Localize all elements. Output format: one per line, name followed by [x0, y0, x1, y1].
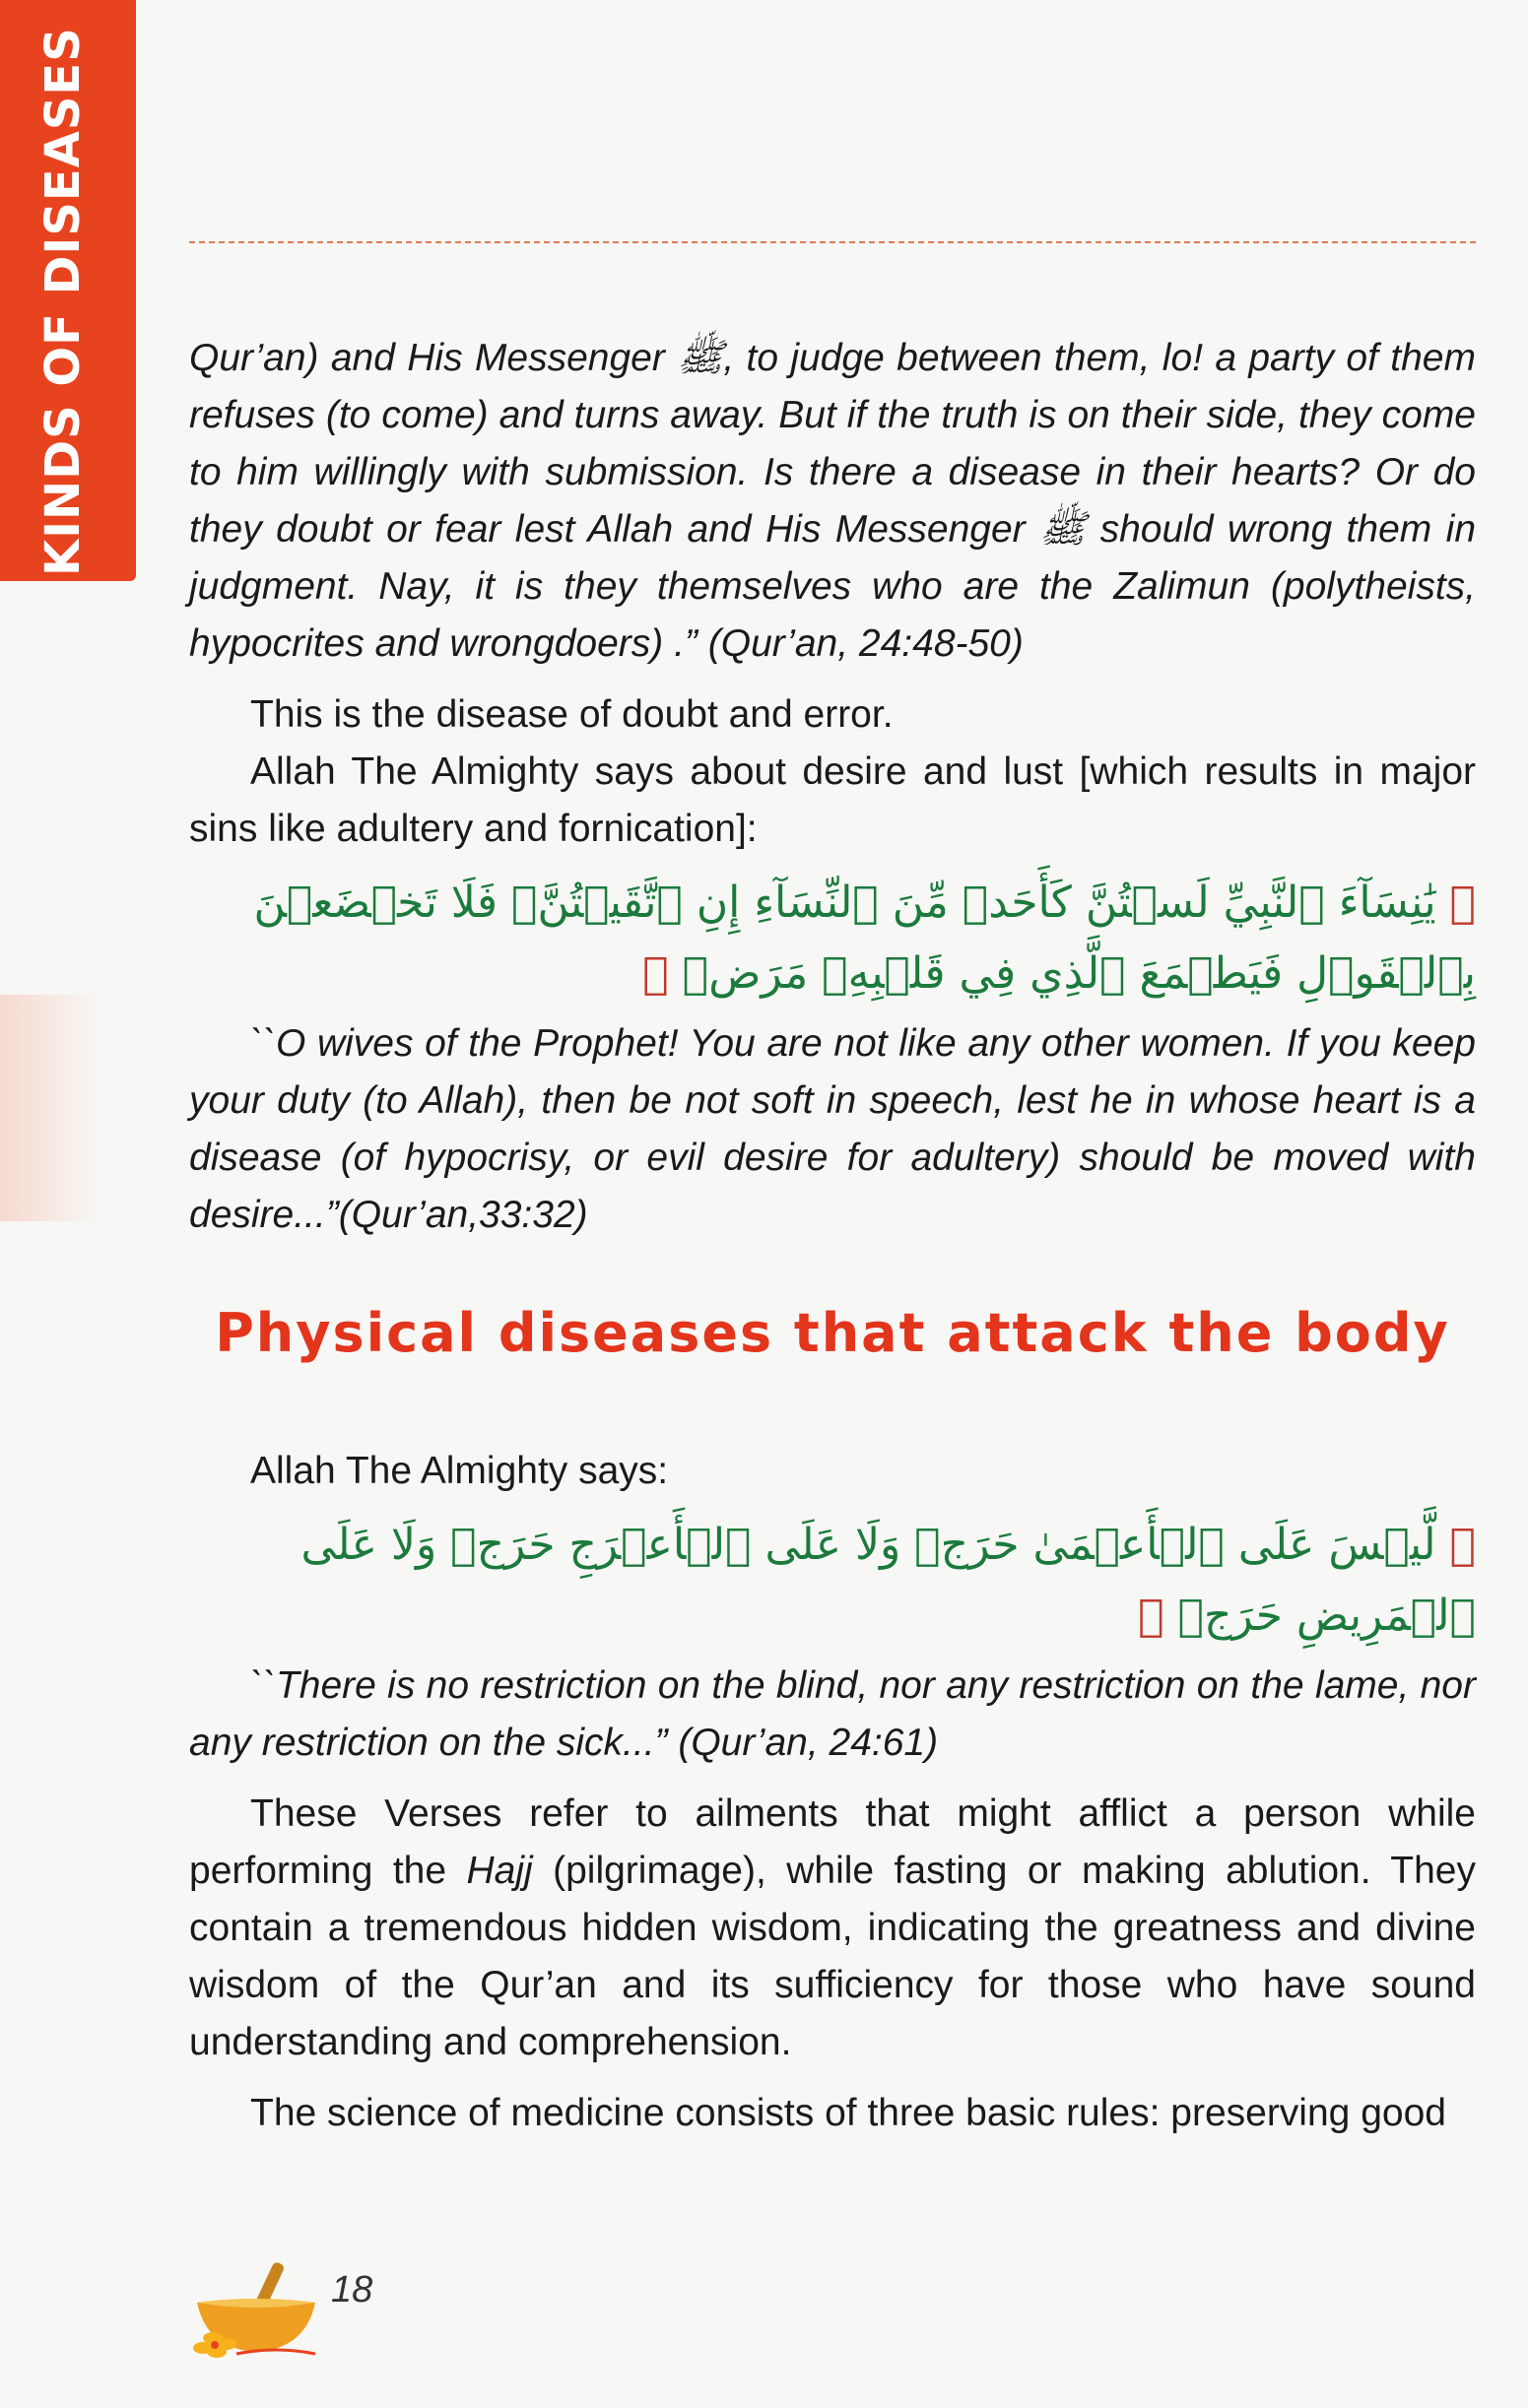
page-number: 18	[331, 2269, 373, 2310]
verse-translation-3: ``There is no restriction on the blind, nor any restriction on the lame, nor any restriction on the sick...” (Qur’an, 24:61)	[189, 1664, 1476, 1764]
section-tab-title: KINDS OF DISEASES	[35, 27, 91, 576]
arabic-verse-1	[189, 868, 1476, 1009]
page-footer	[187, 2255, 483, 2374]
paragraph-verses-wisdom	[189, 1786, 1476, 2071]
paragraph-desire: Allah The Almighty says about desire and lust [which results in major sins like adultery and fornication]:	[189, 750, 1476, 850]
paragraph-says: Allah The Almighty says:	[250, 1450, 669, 1492]
hajj-term: Hajj	[466, 1850, 533, 1892]
arabic-verse-2-text: لَّيۡسَ عَلَى ٱلۡأَعۡمَىٰ حَرَجٞ وَلَا عَلَى ٱلۡأَعۡرَجِ حَرَجٞ وَلَا عَلَى ٱلۡمَرِيضِ حَرَجٞ	[300, 1520, 1476, 1641]
verse-translation-2: ``O wives of the Prophet! You are not like any other women. If you keep your duty (to Allah), then be not soft in speech, lest he in whose heart is a disease (of hypocrisy, or evil desire for adultery) should be moved with desire...”(Qur’an,33:32)	[189, 1022, 1476, 1236]
section-heading: Physical diseases that attack the body	[215, 1302, 1450, 1364]
arabic-verse-1-text: يَٰنِسَآءَ ٱلنَّبِيِّ لَسۡتُنَّ كَأَحَدٖ مِّنَ ٱلنِّسَآءِ إِنِ ٱتَّقَيۡتُنَّۚ فَلَا تَخۡضَعۡنَ بِٱلۡقَوۡلِ فَيَطۡمَعَ ٱلَّذِي فِي قَلۡبِهِۦ مَرَضٞ	[253, 878, 1476, 999]
side-accent-bar	[0, 995, 99, 1221]
paragraph-science: The science of medicine consists of three basic rules: preserving good	[250, 2092, 1446, 2134]
top-divider	[189, 241, 1476, 243]
ornament-close: ﴾	[642, 948, 669, 999]
ornament-open: ﴿	[1449, 878, 1476, 928]
mortar-pestle-flower-icon	[187, 2255, 325, 2364]
page-content	[189, 330, 1476, 2142]
paragraph-doubt: This is the disease of doubt and error.	[250, 693, 894, 736]
paragraph-text-a: These Verses refer to ailments that might afflict a person while performing the	[189, 1792, 1476, 1892]
paragraph-text-b: (pilgrimage), while fasting or making ablution. They contain a tremendous hidden wisdom, indicating the greatness and divine wisdom of the Qur’an and its sufficiency for those who have sound understanding and comprehension.	[189, 1850, 1476, 2063]
ornament-close: ﴾	[1138, 1591, 1164, 1641]
verse-translation-1: Qur’an) and His Messenger ﷺ, to judge between them, lo! a party of them refuses (to come) and turns away. But if the truth is on their side, they come to him willingly with submission. Is there a disease in their hearts? Or do they doubt or fear lest Allah and His Messenger ﷺ should wrong them in judgment. Nay, it is they themselves who are the Zalimun (polytheists, hypocrites and wrongdoers) .” (Qur’an, 24:48-50)	[189, 337, 1477, 665]
ornament-open: ﴿	[1449, 1520, 1476, 1570]
arabic-verse-2	[189, 1510, 1476, 1652]
